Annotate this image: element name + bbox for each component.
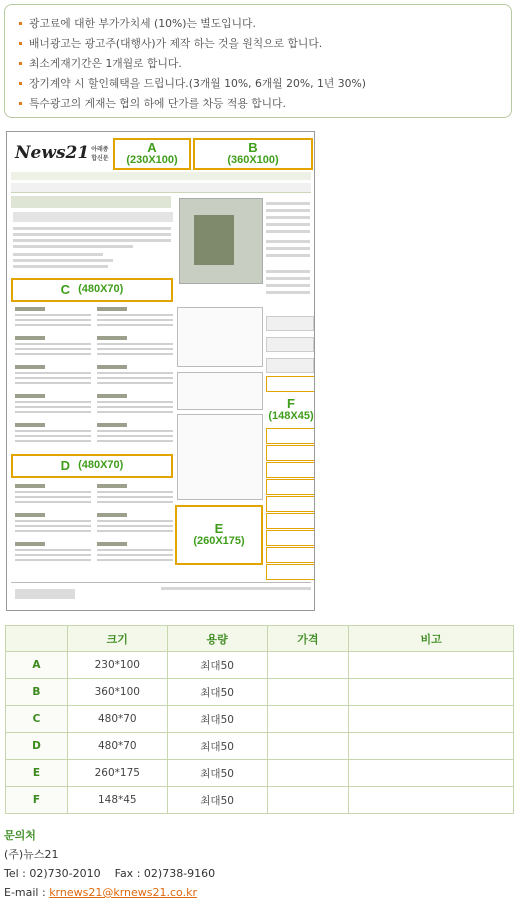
preview-sidebar-line xyxy=(266,223,310,226)
notice-text: 최소게재기간은 1개월로 합니다. xyxy=(29,56,182,70)
preview-text-line xyxy=(13,227,171,230)
preview-news-block xyxy=(15,394,91,420)
email-line xyxy=(4,883,215,902)
phone-label: Tel : xyxy=(4,867,30,880)
preview-text-line xyxy=(13,253,103,256)
slot-letter: F xyxy=(287,396,295,412)
row-size: 480*70 xyxy=(67,733,167,760)
slot-letter: B xyxy=(248,140,258,156)
row-note xyxy=(349,733,514,760)
preview-news-block xyxy=(97,394,173,420)
row-id: D xyxy=(6,733,68,760)
slot-size: (360X100) xyxy=(227,154,279,167)
ad-slot-d xyxy=(11,454,173,478)
row-note xyxy=(349,787,514,814)
slot-size: (480X70) xyxy=(78,459,124,472)
preview-news-block xyxy=(15,423,91,449)
bullet-icon xyxy=(19,82,22,85)
preview-sidebar-line xyxy=(266,230,310,233)
bullet-icon xyxy=(19,102,22,105)
row-price xyxy=(267,787,349,814)
slot-size: (480X70) xyxy=(78,283,124,296)
table-row xyxy=(6,652,514,679)
preview-sidebar-line xyxy=(266,247,310,250)
ad-slot-e xyxy=(175,505,263,565)
row-id: B xyxy=(6,679,68,706)
preview-sidebar-line xyxy=(266,209,310,212)
ad-slot-f-cell xyxy=(266,496,315,512)
logo-subtext: 아래종합신문 xyxy=(91,146,109,162)
preview-news-block xyxy=(15,484,91,510)
preview-news-block xyxy=(15,542,91,568)
site-logo xyxy=(15,140,113,166)
row-capacity: 최대50 xyxy=(167,760,267,787)
fax-number: 02)738-9160 xyxy=(143,867,216,880)
notice-text: 장기계약 시 할인혜택을 드립니다.(3개월 10%, 6개월 20%, 1년 30%) xyxy=(29,76,366,90)
ad-slot-f-cell xyxy=(266,530,315,546)
notice-line xyxy=(19,73,501,93)
preview-sidebar-line xyxy=(266,284,310,287)
slot-letter: A xyxy=(147,140,157,156)
preview-headline xyxy=(13,212,173,222)
ad-slot-f-cell xyxy=(266,445,315,461)
preview-side-banner xyxy=(266,337,314,352)
col-header-note: 비고 xyxy=(349,626,514,652)
email-label: E-mail : xyxy=(4,886,50,899)
preview-sidebar-line xyxy=(266,216,310,219)
ad-slot-f-cell xyxy=(266,547,315,563)
preview-side-banner xyxy=(266,358,314,373)
ad-slot-f-cell xyxy=(266,462,315,478)
preview-poll-box xyxy=(177,414,263,500)
preview-topbar xyxy=(11,172,311,180)
preview-news-block xyxy=(97,336,173,362)
slot-letter: D xyxy=(60,458,71,474)
slot-letter: C xyxy=(60,282,71,298)
preview-sidebar-line xyxy=(266,277,310,280)
bullet-icon xyxy=(19,42,22,45)
preview-footer xyxy=(11,582,311,607)
row-size: 480*70 xyxy=(67,706,167,733)
row-id: E xyxy=(6,760,68,787)
row-size: 260*175 xyxy=(67,760,167,787)
preview-news-block xyxy=(15,365,91,391)
preview-news-block xyxy=(15,336,91,362)
row-id: F xyxy=(6,787,68,814)
row-size: 148*45 xyxy=(67,787,167,814)
ad-slot-c xyxy=(11,278,173,302)
notice-text: 배너광고는 광고주(대행사)가 제작 하는 것을 원칙으로 합니다. xyxy=(29,36,323,50)
preview-text-line xyxy=(13,239,171,242)
preview-side-banner xyxy=(266,316,314,331)
preview-sidebar-line xyxy=(266,291,310,294)
row-id: C xyxy=(6,706,68,733)
row-price xyxy=(267,733,349,760)
fax-label: Fax : xyxy=(114,867,144,880)
row-capacity: 최대50 xyxy=(167,652,267,679)
col-header-price: 가격 xyxy=(267,626,349,652)
preview-news-box xyxy=(177,307,263,367)
preview-news-block xyxy=(97,307,173,333)
slot-size: (230X100) xyxy=(126,154,178,167)
preview-news-block xyxy=(97,365,173,391)
notice-line xyxy=(19,93,501,113)
table-row xyxy=(6,679,514,706)
contact-title: 문의처 xyxy=(4,829,36,842)
row-price xyxy=(267,706,349,733)
notice-text: 특수광고의 게재는 협의 하에 단가를 차등 적용 합니다. xyxy=(29,96,286,110)
preview-news-block xyxy=(15,307,91,333)
ad-slot-f-cell xyxy=(266,513,315,529)
preview-text-line xyxy=(13,259,113,262)
notice-box xyxy=(4,4,512,118)
ad-layout-preview xyxy=(6,131,315,611)
ad-slot-b xyxy=(193,138,313,170)
preview-sidebar-line xyxy=(266,202,310,205)
row-note xyxy=(349,760,514,787)
preview-sidebar-line xyxy=(266,254,310,257)
footer-logo xyxy=(15,589,75,599)
notice-line xyxy=(19,53,501,73)
table-row xyxy=(6,733,514,760)
ad-slot-f-cell xyxy=(266,376,315,392)
slot-letter: E xyxy=(214,521,224,537)
row-capacity: 최대50 xyxy=(167,706,267,733)
slot-size: (148X45) xyxy=(268,410,314,423)
preview-news-block xyxy=(97,423,173,449)
row-size: 230*100 xyxy=(67,652,167,679)
ad-slot-f-cell xyxy=(266,564,315,580)
row-note xyxy=(349,652,514,679)
contact-info xyxy=(4,826,215,902)
logo-text: News21 xyxy=(15,143,90,163)
preview-photo xyxy=(179,198,263,284)
notice-line xyxy=(19,13,501,33)
phone-number: 02)730-2010 xyxy=(29,867,101,880)
notice-line xyxy=(19,33,501,53)
col-header-id xyxy=(6,626,68,652)
preview-text-line xyxy=(13,233,171,236)
col-header-capacity: 용량 xyxy=(167,626,267,652)
preview-text-line xyxy=(13,265,108,268)
preview-menubar xyxy=(11,183,311,193)
row-size: 360*100 xyxy=(67,679,167,706)
slot-size: (260X175) xyxy=(193,535,245,548)
row-capacity: 최대50 xyxy=(167,787,267,814)
row-note xyxy=(349,679,514,706)
row-id: A xyxy=(6,652,68,679)
ad-price-table xyxy=(5,625,514,814)
table-row xyxy=(6,760,514,787)
preview-news-block xyxy=(97,484,173,510)
row-capacity: 최대50 xyxy=(167,679,267,706)
preview-news-box xyxy=(177,372,263,410)
table-header-row xyxy=(6,626,514,652)
row-price xyxy=(267,652,349,679)
table-row xyxy=(6,787,514,814)
ad-slot-a xyxy=(113,138,191,170)
photo-subject xyxy=(194,215,234,265)
col-header-size: 크기 xyxy=(67,626,167,652)
company-name: (주)뉴스21 xyxy=(4,848,59,861)
preview-news-block xyxy=(15,513,91,539)
table-row xyxy=(6,706,514,733)
preview-text-line xyxy=(13,245,133,248)
row-capacity: 최대50 xyxy=(167,733,267,760)
bullet-icon xyxy=(19,22,22,25)
email-link[interactable]: krnews21@krnews21.co.kr xyxy=(49,886,197,899)
preview-news-block xyxy=(97,513,173,539)
ad-slot-f-cell xyxy=(266,428,315,444)
preview-sidebar-line xyxy=(266,240,310,243)
row-price xyxy=(267,679,349,706)
phone-fax-line xyxy=(4,864,215,883)
ad-slot-f xyxy=(266,394,315,426)
bullet-icon xyxy=(19,62,22,65)
preview-sidebar-line xyxy=(266,270,310,273)
preview-tabs xyxy=(11,196,171,208)
notice-text: 광고료에 대한 부가가치세 (10%)는 별도입니다. xyxy=(29,16,256,30)
footer-text xyxy=(161,587,311,590)
row-note xyxy=(349,706,514,733)
row-price xyxy=(267,760,349,787)
ad-slot-f-cell xyxy=(266,479,315,495)
preview-news-block xyxy=(97,542,173,568)
